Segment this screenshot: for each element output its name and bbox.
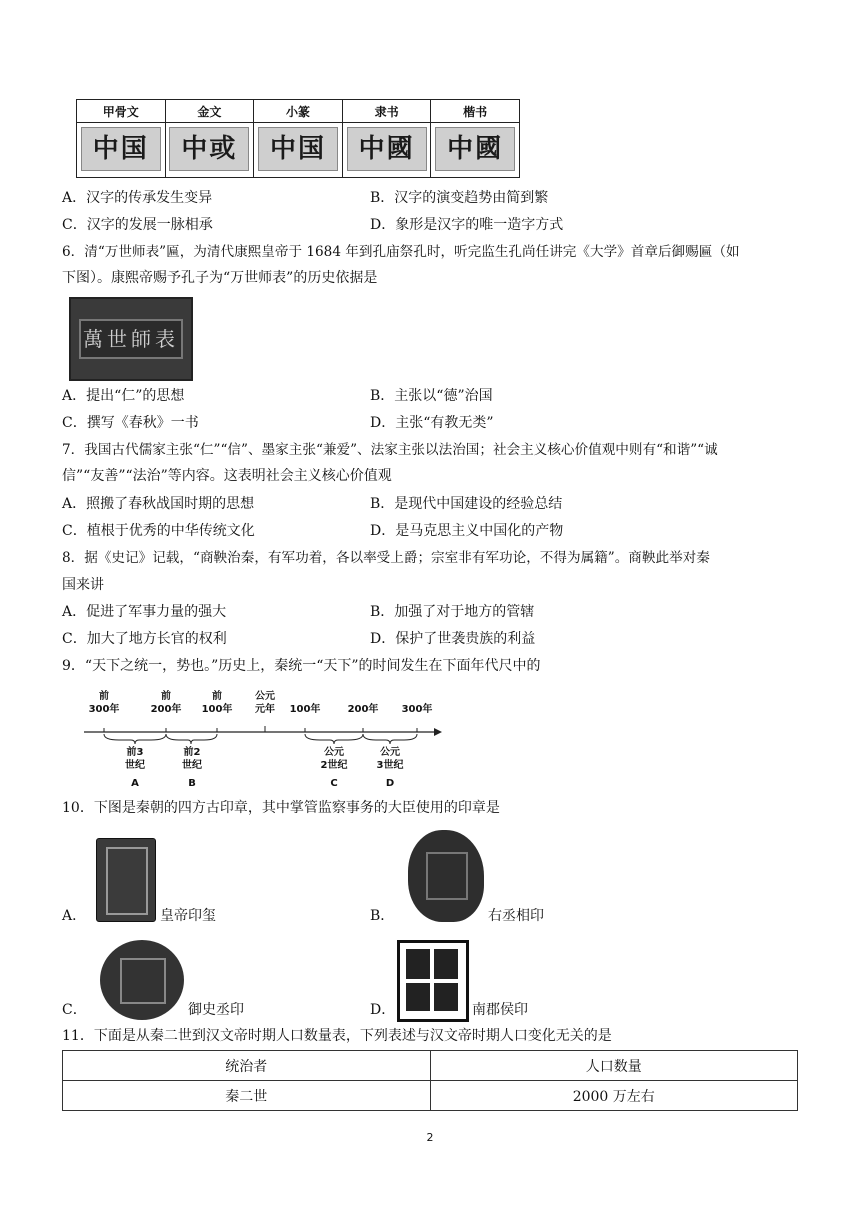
- q10-option-d-letter: D．: [370, 1002, 396, 1018]
- header-population: 人口数量: [430, 1051, 798, 1081]
- q7-option-a: A．照搬了春秋战国时期的思想: [62, 496, 255, 512]
- q5-option-b: B．汉字的演变趋势由简到繁: [370, 190, 549, 206]
- q5-option-c: C．汉字的发展一脉相承: [62, 217, 213, 233]
- cell-ruler: 秦二世: [63, 1081, 431, 1111]
- q10-option-b-label: 右丞相印: [488, 908, 544, 924]
- seal-image-b: [408, 830, 484, 922]
- span-d: 公元 3世纪 D: [376, 747, 404, 789]
- tick-label-200ad: 200年: [347, 704, 379, 715]
- timeline-figure: [84, 688, 444, 793]
- q6-option-a: A．提出“仁”的思想: [62, 388, 185, 404]
- glyph-oracle: 中国: [81, 127, 161, 171]
- q8-option-b: B．加强了对于地方的管辖: [370, 604, 535, 620]
- page-number: 2: [426, 1131, 434, 1144]
- plaque-inscription: 萬世師表: [79, 319, 183, 359]
- q7-stem-line2: 信”“友善”“法治”等内容。这表明社会主义核心价值观: [62, 468, 392, 484]
- header-regular: 楷书: [431, 100, 520, 123]
- header-small-seal: 小篆: [254, 100, 343, 123]
- tick-label-300ad: 300年: [401, 704, 433, 715]
- seal-image-d: [397, 940, 469, 1022]
- q9-stem: 9．“天下之统一，势也。”历史上，秦统一“天下”的时间发生在下面年代尺中的: [62, 658, 541, 674]
- q6-option-c: C．撰写《春秋》一书: [62, 415, 199, 431]
- q8-option-c: C．加大了地方长官的权利: [62, 631, 227, 647]
- glyph-regular: 中國: [435, 127, 515, 171]
- q6-option-d: D．主张“有教无类”: [370, 415, 494, 431]
- seal-image-a: [96, 838, 156, 922]
- tick-label-100ad: 100年: [289, 704, 321, 715]
- q7-option-d: D．是马克思主义中国化的产物: [370, 523, 564, 539]
- span-b: 前2 世纪 B: [182, 747, 202, 789]
- q8-option-a: A．促进了军事力量的强大: [62, 604, 227, 620]
- q8-stem-line1: 8．据《史记》记载，“商鞅治秦，有军功着，各以率受上爵；宗室非有军功论，不得为属籍”。商鞅此举对秦: [62, 550, 710, 566]
- glyph-clerical: 中國: [347, 127, 427, 171]
- q8-stem-line2: 国来讲: [62, 577, 104, 593]
- span-a: 前3 世纪 A: [125, 747, 145, 789]
- glyph-bronze: 中或: [169, 127, 249, 171]
- q11-stem: 11．下面是从秦二世到汉文帝时期人口数量表，下列表述与汉文帝时期人口变化无关的是: [62, 1028, 612, 1044]
- table-row: [63, 1081, 798, 1111]
- wanshi-shibiao-plaque-image: [69, 297, 193, 381]
- q8-option-d: D．保护了世袭贵族的利益: [370, 631, 536, 647]
- q7-option-c: C．植根于优秀的中华传统文化: [62, 523, 255, 539]
- q5-option-d: D．象形是汉字的唯一造字方式: [370, 217, 564, 233]
- q10-stem: 10．下图是秦朝的四方古印章，其中掌管监察事务的大臣使用的印章是: [62, 800, 500, 816]
- script-evolution-table: [76, 99, 520, 178]
- seal-image-c: [100, 940, 184, 1020]
- q10-option-d-label: 南郡侯印: [472, 1002, 528, 1018]
- header-bronze: 金文: [165, 100, 254, 123]
- q10-option-b-letter: B．: [370, 908, 395, 924]
- q7-stem-line1: 7．我国古代儒家主张“仁”“信”、墨家主张“兼爱”、法家主张以法治国；社会主义核心价值观中则有“和谐”“诚: [62, 442, 718, 458]
- q10-option-c-letter: C．: [62, 1002, 87, 1018]
- population-table: [62, 1050, 798, 1111]
- header-oracle: 甲骨文: [77, 100, 166, 123]
- q6-option-b: B．主张以“德”治国: [370, 388, 493, 404]
- tick-label-300bc: 前 300年: [88, 691, 120, 715]
- tick-label-year1: 公元 元年: [255, 691, 275, 715]
- header-ruler: 统治者: [63, 1051, 431, 1081]
- header-clerical: 隶书: [342, 100, 431, 123]
- q7-option-b: B．是现代中国建设的经验总结: [370, 496, 563, 512]
- q5-option-a: A．汉字的传承发生变异: [62, 190, 213, 206]
- q10-option-a-label: 皇帝印玺: [160, 908, 216, 924]
- span-c: 公元 2世纪 C: [320, 747, 348, 789]
- glyph-small-seal: 中国: [258, 127, 338, 171]
- q10-option-a-letter: A．: [62, 908, 87, 924]
- q6-stem-line2: 下图）。康熙帝赐予孔子为“万世师表”的历史依据是: [62, 270, 378, 286]
- tick-label-100bc: 前 100年: [201, 691, 233, 715]
- tick-label-200bc: 前 200年: [150, 691, 182, 715]
- q6-stem-line1: 6．清“万世师表”匾，为清代康熙皇帝于 1684 年到孔庙祭孔时，听完监生孔尚任讲完《大学》首章后御赐匾（如: [62, 244, 740, 260]
- cell-population: 2000 万左右: [430, 1081, 798, 1111]
- q10-option-c-label: 御史丞印: [188, 1002, 244, 1018]
